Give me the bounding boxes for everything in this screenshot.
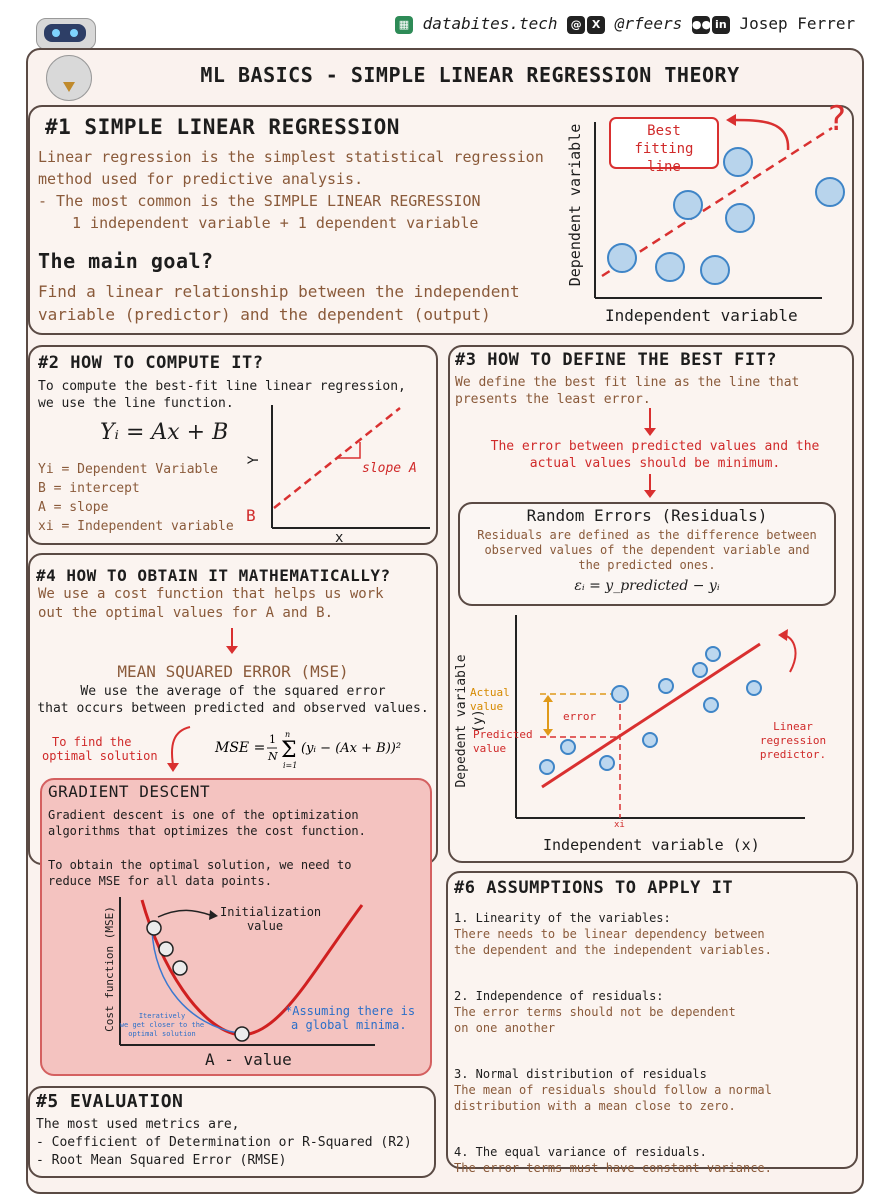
svg-text:N: N [268, 750, 278, 763]
gd-assume2: a global minima. [291, 1018, 407, 1032]
s6-a2-title: 2. Independence of residuals: [454, 989, 664, 1003]
s1-goal1: Find a linear relationship between the independent [38, 282, 520, 301]
s6-a3-line2: distribution with a mean close to zero. [454, 1099, 736, 1113]
gd-xlabel: A - value [205, 1050, 292, 1069]
s1-xlabel: Independent variable [605, 306, 798, 325]
s5-text [36, 1116, 412, 1170]
svg-text:(yᵢ − (Ax + B))²: (yᵢ − (Ax + B))² [301, 741, 402, 756]
s1-line1: Linear regression is the simplest statistical regression [38, 148, 544, 166]
s1-title: #1 SIMPLE LINEAR REGRESSION [45, 115, 400, 139]
s3-error: error [563, 710, 597, 723]
s3-box2: observed values of the dependent variable and [484, 543, 810, 557]
s6-a1-line2: the dependent and the independent variables. [454, 943, 772, 957]
s4-line2: out the optimal values for A and B. [38, 605, 334, 621]
s5-line1: The most used metrics are, [36, 1117, 240, 1132]
medium-icon[interactable]: ●● [692, 16, 710, 34]
s1-line4: 1 independent variable + 1 dependent variable [72, 214, 479, 232]
s2-line2: we use the line function. [38, 396, 234, 411]
gd-iter2: we get closer to the [119, 1021, 205, 1029]
s5-line2: - Coefficient of Determination or R-Squared (R2) [36, 1135, 412, 1150]
s1-line2: method used for predictive analysis. [38, 170, 364, 188]
s3-xlabel: Independent variable (x) [543, 836, 760, 854]
s3-title: #3 HOW TO DEFINE THE BEST FIT? [455, 350, 778, 370]
s4-find1: To find the [52, 735, 132, 749]
s2-y-axis: Y [246, 455, 263, 465]
s2-def1: Yi = Dependent Variable [38, 462, 219, 477]
s2-x-axis: x [335, 530, 344, 546]
s3-box-title: Random Errors (Residuals) [526, 506, 768, 525]
spreadsheet-icon: ▦ [395, 16, 413, 34]
s3-box-formula: εᵢ = y_predicted − yᵢ [574, 578, 720, 594]
gd4: reduce MSE for all data points. [48, 874, 272, 888]
gd-iter [112, 1012, 212, 1039]
s4-mse2: that occurs between predicted and observed values. [37, 701, 429, 716]
s4-title: #4 HOW TO OBTAIN IT MATHEMATICALLY? [36, 566, 391, 585]
s3-predictor: Linear regression predictor. [759, 720, 827, 761]
s3-xi: xi [614, 820, 625, 830]
s3-red1: The error between predicted values and the [490, 439, 820, 454]
s4-find2: optimal solution [42, 749, 158, 763]
linkedin-icon[interactable]: in [712, 16, 730, 34]
s3-intro [455, 374, 799, 408]
s2-defs [38, 460, 234, 536]
handle-link[interactable]: @rfeers [614, 14, 683, 33]
s1-goal2: variable (predictor) and the dependent (output) [38, 305, 491, 324]
s5-line3: - Root Mean Squared Error (RMSE) [36, 1153, 287, 1168]
s4-line1: We use a cost function that helps us work [38, 586, 384, 602]
robot-icon [30, 10, 100, 50]
s4-intro [38, 585, 384, 623]
s4-find [42, 735, 158, 763]
s4-arrow [222, 628, 242, 658]
s2-line1: To compute the best-fit line linear regression, [38, 379, 406, 394]
s1-callout: Best fitting line [634, 123, 694, 175]
s4-mse1: We use the average of the squared error [80, 684, 386, 699]
s1-ylabel: Dependent variable [566, 123, 584, 287]
s2-def2: B = intercept [38, 481, 140, 496]
s6-a4-title: 4. The equal variance of residuals. [454, 1145, 707, 1159]
s2-formula: Yᵢ = Ax + B [100, 420, 229, 445]
header-socials [395, 12, 855, 36]
gd-assume [285, 1004, 415, 1032]
s6-a1-line1: There needs to be linear dependency between [454, 927, 765, 941]
gd-ylabel: Cost function (MSE) [103, 906, 116, 1032]
s3-red2: actual values should be minimum. [529, 456, 781, 471]
s2-def3: A = slope [38, 500, 109, 515]
s6-list [454, 910, 772, 1176]
svg-text:1: 1 [269, 733, 276, 746]
svg-text:i=1: i=1 [283, 761, 298, 770]
gd1: Gradient descent is one of the optimization [48, 808, 359, 822]
s3-actual: Actual value [470, 686, 510, 713]
s1-question: ? [828, 99, 847, 139]
s6-a2-line1: The error terms should not be dependent [454, 1005, 736, 1019]
mascot-icon [46, 55, 92, 101]
s1-text [38, 146, 544, 234]
s6-title: #6 ASSUMPTIONS TO APPLY IT [454, 878, 734, 898]
svg-text:Σ: Σ [281, 738, 297, 763]
gd-title: GRADIENT DESCENT [48, 782, 211, 801]
s1-goal-text [38, 280, 520, 326]
s2-intercept: B [246, 506, 256, 525]
s6-a1-title: 1. Linearity of the variables: [454, 911, 671, 925]
s4-find-arrow [155, 725, 195, 775]
s2-slope: slope A [362, 461, 417, 476]
s3-box1: Residuals are defined as the difference between [477, 528, 817, 542]
gd-iter1: Iteratively [138, 1012, 186, 1020]
x-icon[interactable]: X [587, 16, 605, 34]
s5-title: #5 EVALUATION [36, 1091, 184, 1112]
page-title: ML BASICS - SIMPLE LINEAR REGRESSION THEORY [200, 63, 740, 87]
s1-line3: - The most common is the SIMPLE LINEAR REGRESSION [38, 192, 481, 210]
s3-line1: We define the best fit line as the line that [455, 375, 800, 390]
s4-mse-title: MEAN SQUARED ERROR (MSE) [117, 662, 349, 681]
s4-mse-formula [215, 728, 430, 772]
s2-def4: xi = Independent variable [38, 519, 234, 534]
gd-init: Initialization value [220, 905, 322, 933]
site-link[interactable]: databites.tech [422, 14, 558, 33]
s3-ylabel: Depedent variable (y) [454, 654, 486, 788]
svg-text:MSE =: MSE = [215, 740, 266, 756]
gd-assume1: *Assuming there is [285, 1004, 416, 1018]
s3-arrows [640, 408, 660, 498]
s6-a4-line1: The error terms must have constant variance. [454, 1161, 772, 1175]
svg-text:n: n [285, 730, 291, 739]
s1-goal-title: The main goal? [38, 249, 214, 273]
gd3: To obtain the optimal solution, we need to [48, 858, 352, 872]
s3-box3: the predicted ones. [578, 558, 716, 572]
s6-a3-line1: The mean of residuals should follow a normal [454, 1083, 772, 1097]
threads-icon[interactable]: @ [567, 16, 585, 34]
s6-a2-line2: on one another [454, 1021, 556, 1035]
s3-predicted: Predicted value [473, 728, 533, 755]
author-name: Josep Ferrer [739, 14, 856, 33]
gd-text [48, 807, 366, 889]
s6-a3-title: 3. Normal distribution of residuals [454, 1067, 707, 1081]
s3-line2: presents the least error. [455, 392, 651, 407]
s2-title: #2 HOW TO COMPUTE IT? [38, 353, 264, 373]
s4-mse-text [28, 683, 438, 717]
gd-iter3: optimal solution [128, 1030, 196, 1038]
gd2: algorithms that optimizes the cost function. [48, 824, 366, 838]
s3-box-text [462, 528, 832, 573]
